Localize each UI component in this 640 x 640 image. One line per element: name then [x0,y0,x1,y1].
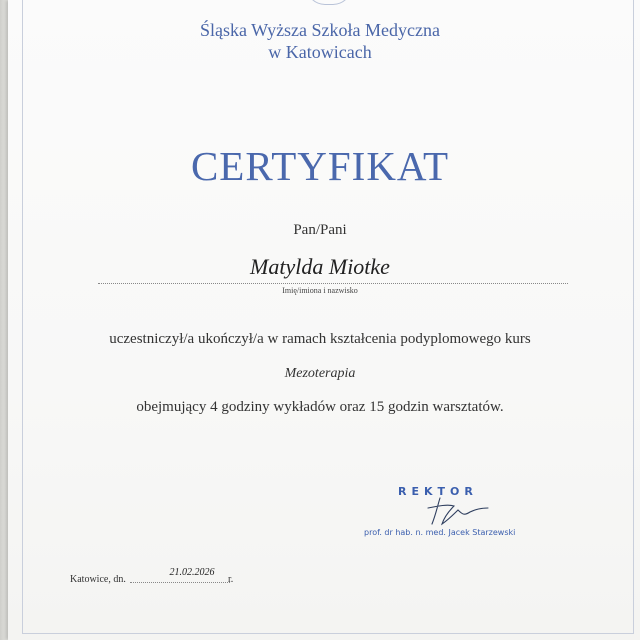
issue-place-date [70,567,270,587]
name-underline [98,283,568,284]
certificate-title: CERTYFIKAT [190,143,450,189]
date-dotted-line [130,582,230,583]
recipient-name: Matylda Miotke [250,254,390,279]
course-hours: obejmujący 4 godziny wykładów oraz 15 godzin warsztatów. [136,399,504,415]
rector-signature [418,494,498,532]
institution-city: w Katowicach [268,42,372,62]
rector-stamp-title: REKTOR [398,485,478,498]
certificate-page [8,0,640,640]
participation-statement: uczestniczył/a ukończył/a w ramach kształcenia podyplomowego kurs [109,331,531,347]
paper-left-edge [0,0,8,640]
rector-name: prof. dr hab. n. med. Jacek Starzewski [364,528,516,537]
issue-date: 21.02.2026 [169,567,215,578]
name-caption: Imię/imiona i nazwisko [282,286,358,295]
salutation: Pan/Pani [293,222,347,238]
issue-place: Katowice, dn. [70,574,126,585]
date-suffix: r. [228,574,234,585]
decorative-border [22,0,634,634]
institution-name: Śląska Wyższa Szkoła Medyczna [199,20,440,40]
course-name: Mezoterapia [284,366,356,381]
